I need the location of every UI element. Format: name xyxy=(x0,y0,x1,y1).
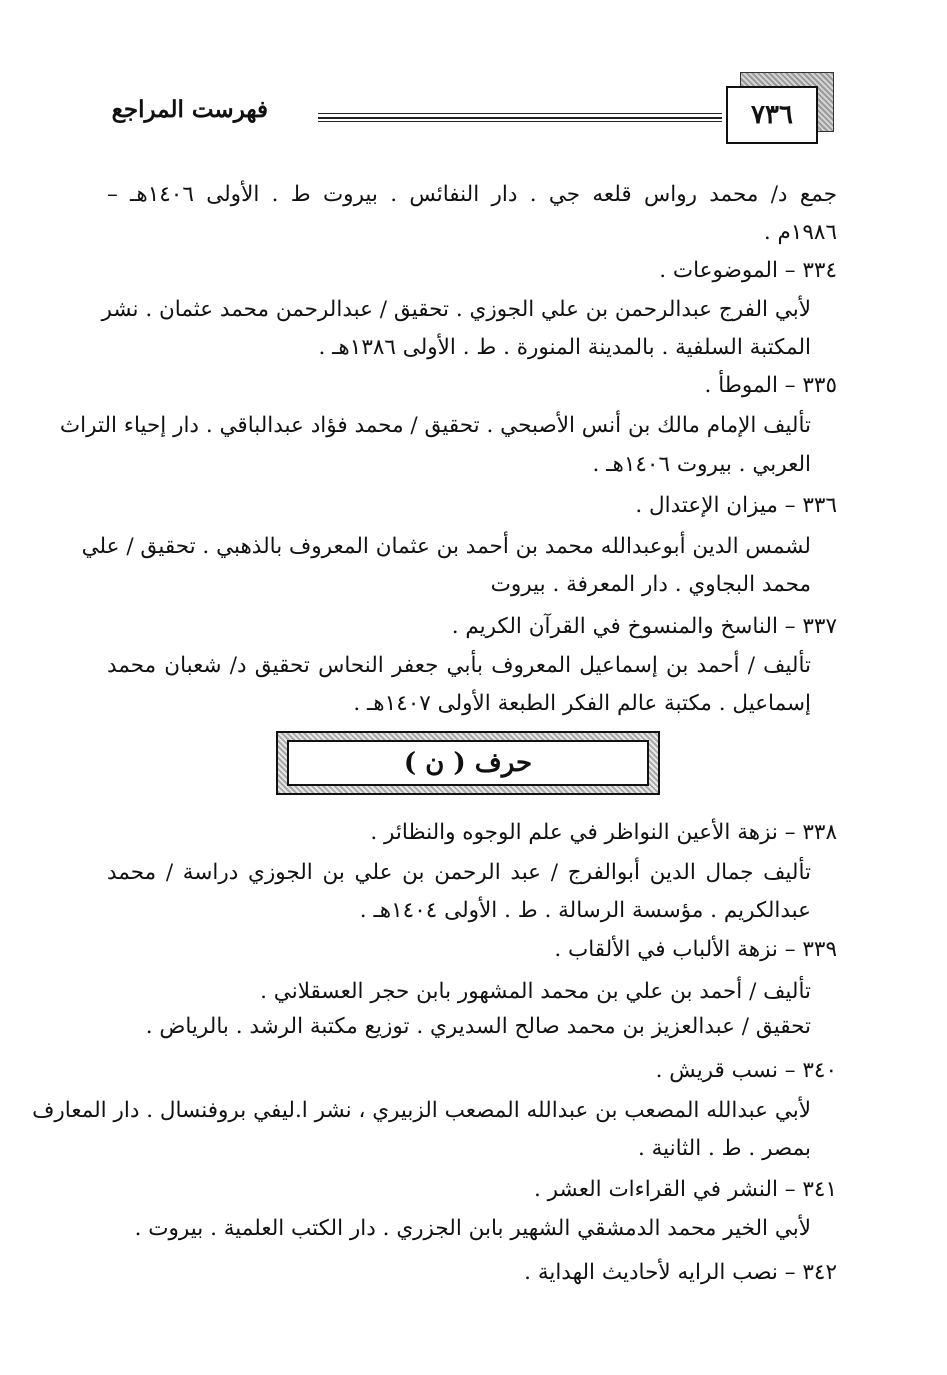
entry-title: ٣٣٦ – ميزان الإعتدال . xyxy=(635,493,837,518)
entry-text-line: لأبي الخير محمد الدمشقي الشهير بابن الجزري . دار الكتب العلمية . بيروت . xyxy=(134,1216,811,1241)
entry-text-line: عبدالكريم . مؤسسة الرسالة . ط . الأولى ١٤٠٤هـ . xyxy=(359,898,811,923)
entry-text-line: تأليف جمال الدين أبوالفرج / عبد الرحمن بن علي بن الجوزي دراسة / محمد xyxy=(107,860,811,885)
entry-title: ٣٤٠ – نسب قريش . xyxy=(655,1058,837,1083)
entry-title: ٣٣٤ – الموضوعات . xyxy=(659,258,837,283)
entry-text-line: تأليف الإمام مالك بن أنس الأصبحي . تحقيق / محمد فؤاد عبدالباقي . دار إحياء التراث xyxy=(59,413,811,438)
entry-text-line: العربي . بيروت ١٤٠٦هـ . xyxy=(592,452,811,477)
entry-text-line: تأليف / أحمد بن إسماعيل المعروف بأبي جعفر النحاس تحقيق د/ شعبان محمد xyxy=(107,653,811,678)
entry-title: ٣٣٨ – نزهة الأعين النواظر في علم الوجوه والنظائر . xyxy=(370,820,837,845)
entry-title: ٣٤١ – النشر في القراءات العشر . xyxy=(534,1177,837,1202)
page-header-title: فهرست المراجع xyxy=(111,96,268,123)
text-line: ١٩٨٦م . xyxy=(763,220,837,245)
entry-text-line: لأبي عبدالله المصعب بن عبدالله المصعب الزبيري ، نشر ا.ليفي بروفنسال . دار المعارف xyxy=(32,1098,811,1123)
entry-text-line: محمد البجاوي . دار المعرفة . بيروت xyxy=(490,572,811,597)
entry-title: ٣٤٢ – نصب الرايه لأحاديث الهداية . xyxy=(524,1260,837,1285)
entry-text-line: تأليف / أحمد بن علي بن محمد المشهور بابن حجر العسقلاني . xyxy=(260,979,811,1004)
text-line: جمع د/ محمد رواس قلعه جي . دار النفائس . بيروت ط . الأولى ١٤٠٦هـ – xyxy=(107,182,837,207)
section-heading-frame xyxy=(276,731,660,795)
entry-text-line: تحقيق / عبدالعزيز بن محمد صالح السديري . توزيع مكتبة الرشد . بالرياض . xyxy=(145,1014,811,1039)
page-number: ٧٣٦ xyxy=(726,86,818,144)
entry-text-line: المكتبة السلفية . بالمدينة المنورة . ط . الأولى ١٣٨٦هـ . xyxy=(318,335,811,360)
section-heading: حرف ( ن ) xyxy=(287,740,649,786)
entry-title: ٣٣٩ – نزهة الألباب في الألقاب . xyxy=(554,937,837,962)
entry-title: ٣٣٧ – الناسخ والمنسوخ في القرآن الكريم . xyxy=(451,614,837,639)
header-rule xyxy=(318,113,722,122)
entry-text-line: بمصر . ط . الثانية . xyxy=(637,1136,811,1161)
entry-text-line: لشمس الدين أبوعبدالله محمد بن أحمد بن عثمان المعروف بالذهبي . تحقيق / علي xyxy=(81,534,811,559)
entry-text-line: لأبي الفرج عبدالرحمن بن علي الجوزي . تحقيق / عبدالرحمن محمد عثمان . نشر xyxy=(101,297,811,322)
entry-title: ٣٣٥ – الموطأ . xyxy=(704,373,837,398)
entry-text-line: إسماعيل . مكتبة عالم الفكر الطبعة الأولى ١٤٠٧هـ . xyxy=(353,691,811,716)
